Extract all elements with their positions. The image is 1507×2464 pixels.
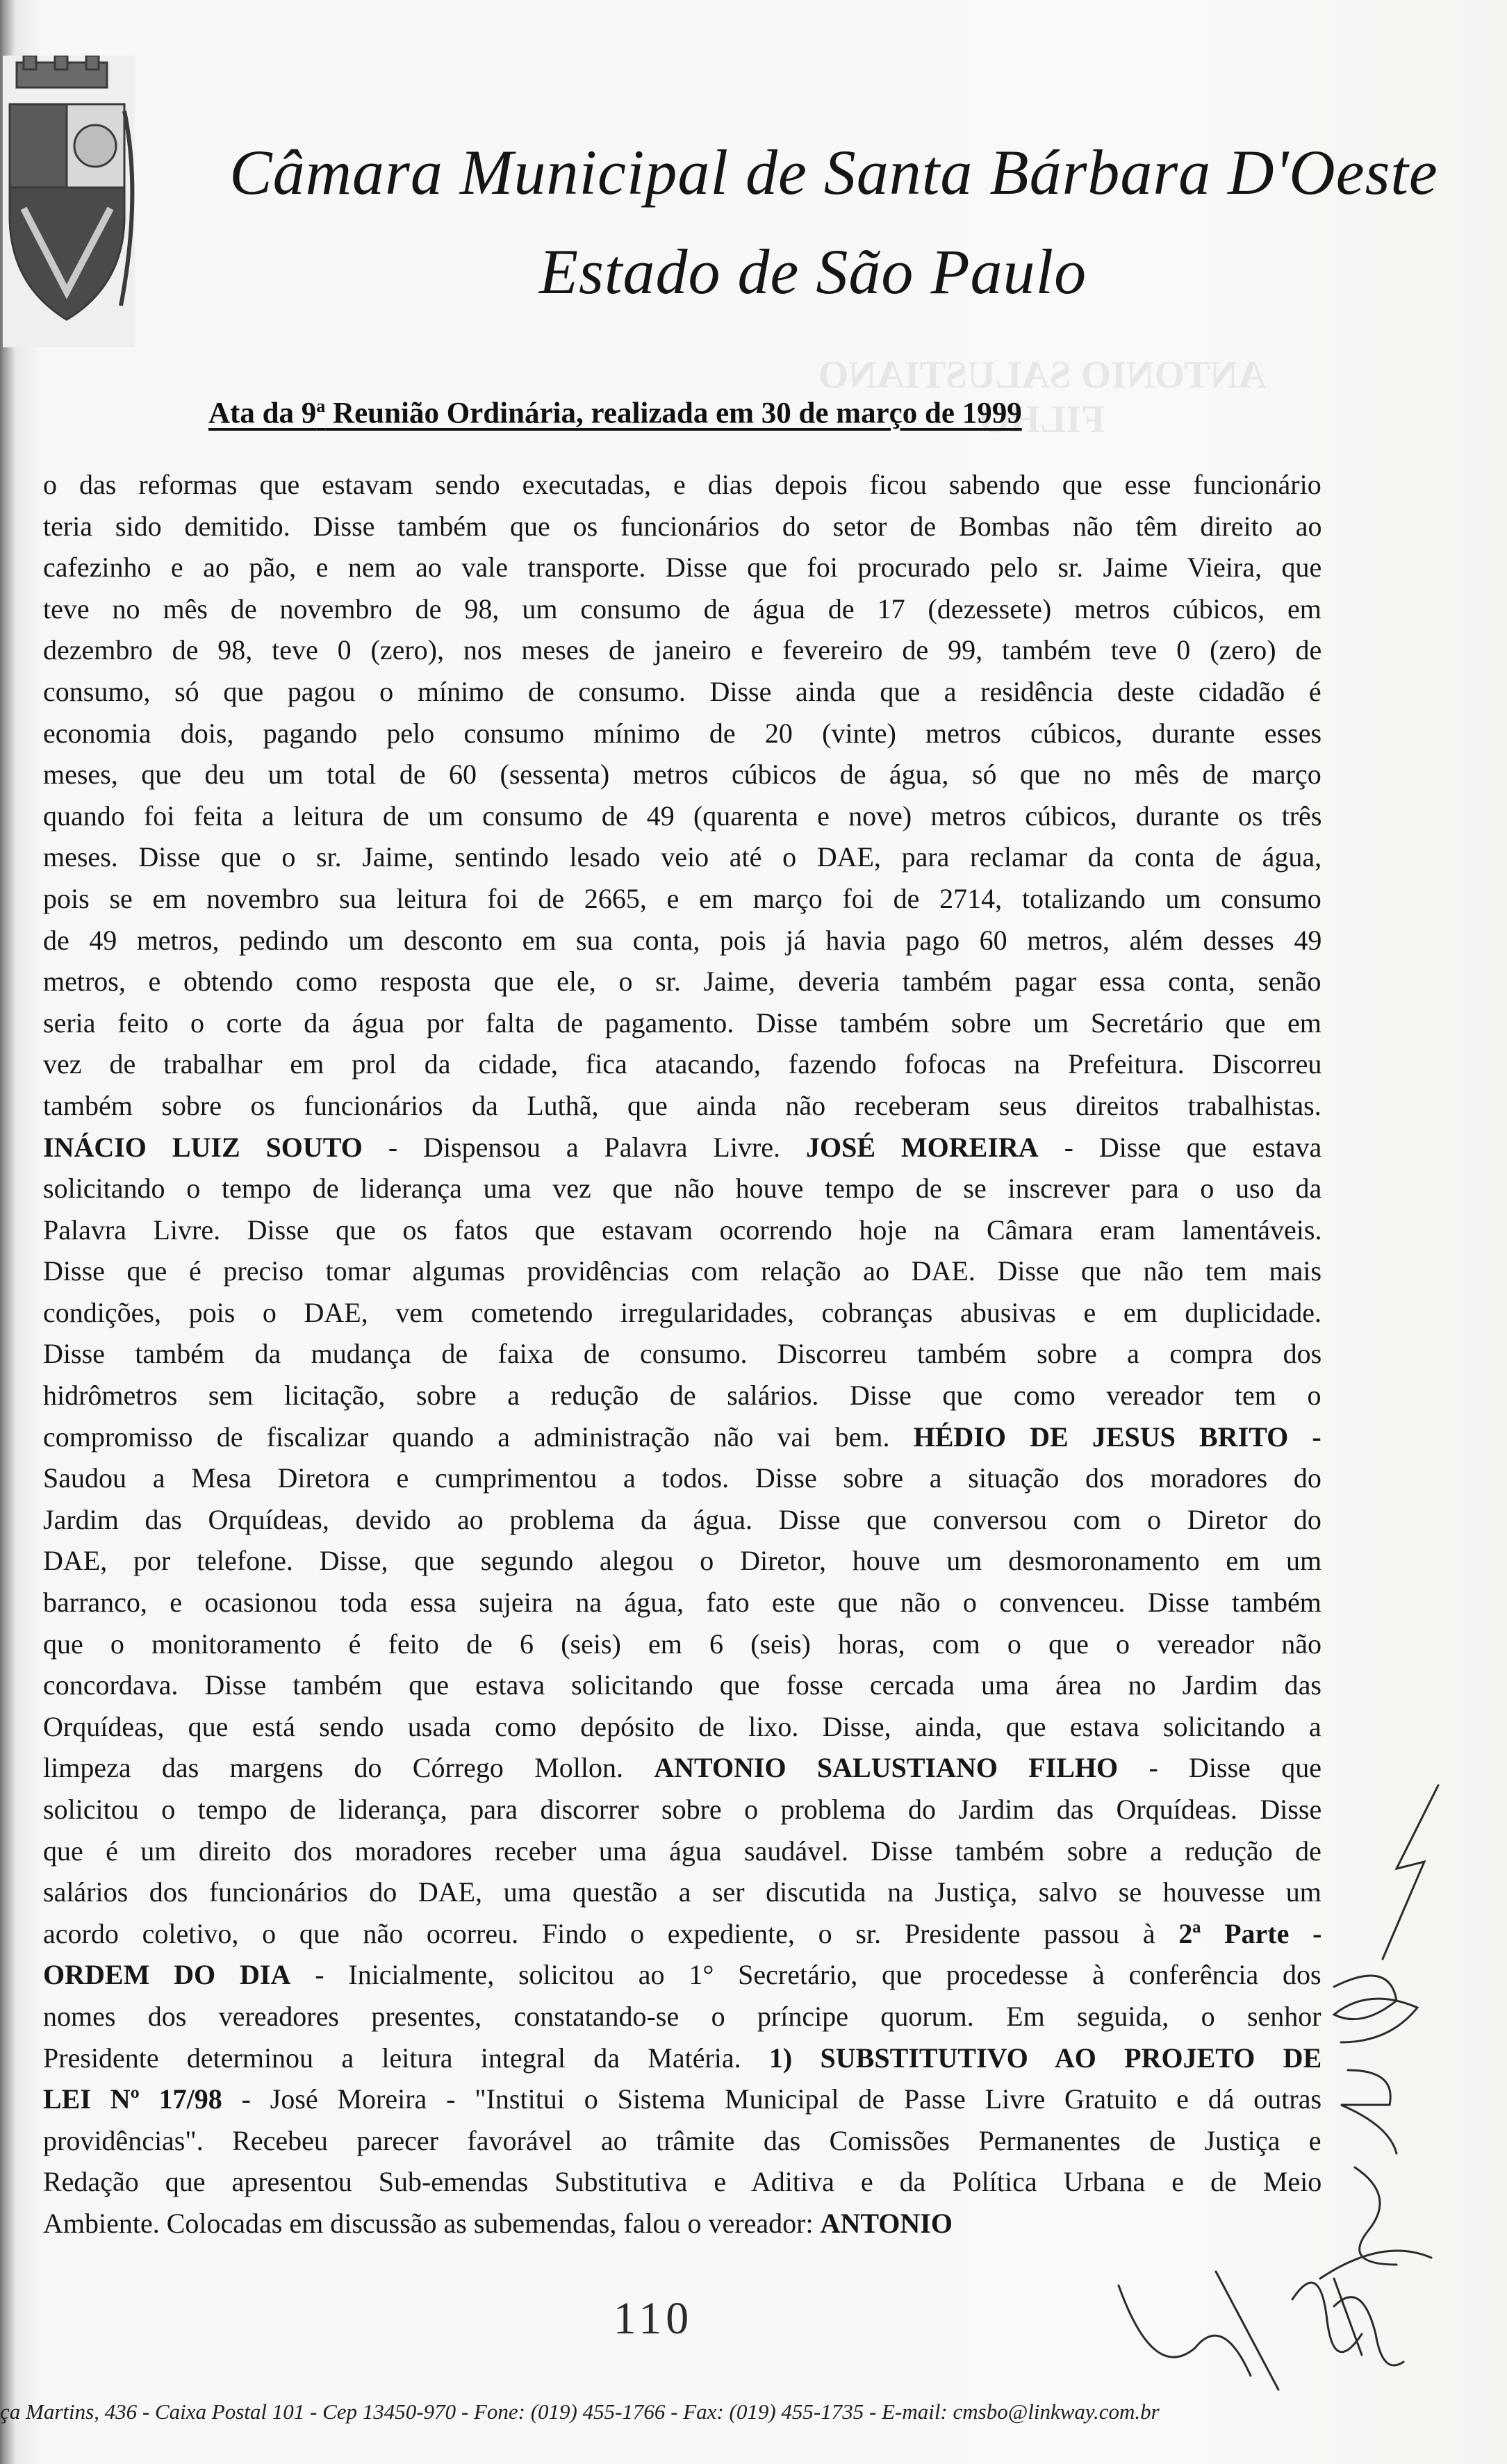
text-line xyxy=(43,754,1321,795)
text-segment: cafezinho e ao pão, e nem ao vale transporte. Disse que foi procurado pelo sr. Jaime Vieira, que xyxy=(43,552,1321,584)
bold-text: 2ª Parte - xyxy=(1178,1917,1321,1949)
text-segment: limpeza das margens do Córrego Mollon. xyxy=(43,1752,654,1784)
text-segment: acordo coletivo, o que não ocorreu. Findo o expediente, o sr. Presidente passou à xyxy=(43,1917,1179,1949)
bold-text: 1) SUBSTITUTIVO AO PROJETO DE xyxy=(768,2042,1321,2074)
bleed-through-text: ANTONIO SALUSTIANO FILHO xyxy=(818,354,1267,441)
bold-text: LEI Nº 17/98 xyxy=(43,2083,222,2115)
bold-text: JOSÉ MOREIRA xyxy=(805,1131,1039,1163)
text-line xyxy=(43,506,1321,547)
text-line xyxy=(43,629,1321,671)
text-line xyxy=(43,1623,1321,1665)
text-line xyxy=(43,795,1321,837)
text-line xyxy=(43,920,1321,961)
text-segment: quando foi feita a leitura de um consumo de 49 (quarenta e nove) metros cúbicos, durante os três xyxy=(43,800,1321,832)
text-line xyxy=(43,464,1321,506)
text-line xyxy=(43,588,1321,630)
text-segment: consumo, só que pagou o mínimo de consumo. Disse ainda que a residência deste cidadão é xyxy=(43,675,1321,707)
text-line xyxy=(43,1871,1321,1913)
text-segment: Redação que apresentou Sub-emendas Substitutiva e Aditiva e da Política Urbana e de Meio xyxy=(43,2166,1321,2198)
text-line xyxy=(43,713,1321,754)
text-segment: teve no mês de novembro de 98, um consumo de água de 17 (dezessete) metros cúbicos, em xyxy=(43,593,1321,625)
text-segment: solicitou o tempo de liderança, para discorrer sobre o problema do Jardim das Orquídeas. Disse xyxy=(43,1794,1321,1825)
text-line xyxy=(43,1706,1321,1748)
text-segment: - Disse que estava xyxy=(1038,1131,1321,1163)
text-segment: Jardim das Orquídeas, devido ao problema da água. Disse que conversou com o Diretor do xyxy=(43,1503,1321,1535)
text-line xyxy=(43,961,1321,1002)
text-segment: concordava. Disse também que estava solicitando que fosse cercada uma área no Jardim das xyxy=(43,1669,1321,1701)
text-segment: providências". Recebeu parecer favorável ao trâmite das Comissões Permanentes de Justiça e xyxy=(43,2124,1321,2156)
text-line xyxy=(43,1913,1321,1955)
bold-text: INÁCIO LUIZ SOUTO xyxy=(43,1131,363,1163)
text-line xyxy=(43,1043,1321,1085)
coat-of-arms-icon xyxy=(3,56,135,347)
text-segment: de 49 metros, pedindo um desconto em sua conta, pois já havia pago 60 metros, além desses 49 xyxy=(43,924,1321,956)
text-line xyxy=(43,1333,1321,1375)
text-segment: Presidente determinou a leitura integral da Matéria. xyxy=(43,2042,769,2074)
text-line xyxy=(43,1540,1321,1582)
text-line xyxy=(43,1664,1321,1706)
page-number: 110 xyxy=(613,2293,693,2344)
text-line xyxy=(43,671,1321,713)
text-segment: economia dois, pagando pelo consumo mínimo de 20 (vinte) metros cúbicos, durante esses xyxy=(43,717,1321,749)
footer-address: ça Martins, 436 - Caixa Postal 101 - Cep 13450-970 - Fone: (019) 455-1766 - Fax: (019) 455-1735 - E-mail: cmsbo@linkway.com.br xyxy=(0,2399,1160,2424)
text-segment: também sobre os funcionários da Luthã, que ainda não receberam seus direitos trabalhistas. xyxy=(43,1089,1321,1121)
bold-text: ANTONIO xyxy=(820,2207,953,2239)
text-line xyxy=(43,1292,1321,1334)
text-segment: vez de trabalhar em prol da cidade, fica atacando, fazendo fofocas na Prefeitura. Discorreu xyxy=(43,1048,1321,1080)
text-line xyxy=(43,1830,1321,1872)
text-line xyxy=(43,1582,1321,1623)
text-segment: Palavra Livre. Disse que os fatos que estavam ocorrendo hoje na Câmara eram lamentáveis. xyxy=(43,1214,1321,1246)
text-segment: compromisso de fiscalizar quando a administração não vai bem. xyxy=(43,1421,914,1453)
text-segment: seria feito o corte da água por falta de pagamento. Disse também sobre um Secretário que em xyxy=(43,1007,1321,1039)
text-line xyxy=(43,2037,1321,2079)
text-segment: Disse que é preciso tomar algumas providências com relação ao DAE. Disse que não tem mais xyxy=(43,1255,1321,1287)
text-segment: solicitando o tempo de liderança uma vez que não houve tempo de se inscrever para o uso da xyxy=(43,1173,1321,1205)
minutes-title-prefix: Ata da 9 xyxy=(208,397,317,430)
text-segment: pois se em novembro sua leitura foi de 2665, e em março foi de 2714, totalizando um consumo xyxy=(43,882,1321,914)
text-segment: meses. Disse que o sr. Jaime, sentindo lesado veio até o DAE, para reclamar da conta de água, xyxy=(43,841,1321,873)
bold-text: HÉDIO DE JESUS BRITO - xyxy=(913,1421,1321,1453)
text-segment: Orquídeas, que está sendo usada como depósito de lixo. Disse, ainda, que estava solicitando a xyxy=(43,1710,1321,1742)
text-line xyxy=(43,1457,1321,1499)
text-segment: - Disse que xyxy=(1118,1752,1321,1784)
text-segment: Disse também da mudança de faixa de consumo. Discorreu também sobre a compra dos xyxy=(43,1338,1321,1370)
text-segment: DAE, por telefone. Disse, que segundo alegou o Diretor, houve um desmoronamento em um xyxy=(43,1545,1321,1577)
text-segment: Saudou a Mesa Diretora e cumprimentou a todos. Disse sobre a situação dos moradores do xyxy=(43,1462,1321,1494)
text-line xyxy=(43,1085,1321,1127)
bottom-signature xyxy=(1112,2258,1376,2397)
text-segment: meses, que deu um total de 60 (sessenta) metros cúbicos de água, só que no mês de março xyxy=(43,759,1321,791)
text-line xyxy=(43,1127,1321,1168)
text-line xyxy=(43,1250,1321,1292)
text-segment: - José Moreira - "Institui o Sistema Municipal de Passe Livre Gratuito e dá outras xyxy=(222,2083,1321,2115)
institution-name: Câmara Municipal de Santa Bárbara D'Oeste xyxy=(229,137,1438,208)
text-line xyxy=(43,1002,1321,1044)
text-segment: teria sido demitido. Disse também que os funcionários do setor de Bombas não têm direito ao xyxy=(43,510,1321,542)
text-line xyxy=(43,878,1321,920)
text-line xyxy=(43,547,1321,588)
minutes-body xyxy=(43,464,1321,2244)
minutes-title xyxy=(208,396,1167,430)
text-segment: salários dos funcionários do DAE, uma questão a ser discutida na Justiça, salvo se houvesse um xyxy=(43,1876,1321,1908)
text-line xyxy=(43,2161,1321,2203)
text-line xyxy=(43,2120,1321,2162)
minutes-title-rest: Reunião Ordinária, realizada em 30 de março de 1999 xyxy=(325,397,1022,430)
text-line xyxy=(43,1747,1321,1789)
text-segment: barranco, e ocasionou toda essa sujeira na água, fato este que não o convenceu. Disse também xyxy=(43,1587,1321,1619)
text-line xyxy=(43,1375,1321,1416)
bold-text: ANTONIO SALUSTIANO FILHO xyxy=(654,1752,1119,1784)
text-line xyxy=(43,1499,1321,1541)
text-line xyxy=(43,1416,1321,1458)
state-name: Estado de São Paulo xyxy=(538,236,1087,307)
text-segment: - Dispensou a Palavra Livre. xyxy=(362,1131,806,1163)
text-line xyxy=(43,1996,1321,2037)
text-line xyxy=(43,1209,1321,1251)
text-segment: dezembro de 98, teve 0 (zero), nos meses de janeiro e fevereiro de 99, também teve 0 (zero) de xyxy=(43,634,1321,666)
text-line xyxy=(43,2078,1321,2120)
text-segment: Ambiente. Colocadas em discussão as subemendas, falou o vereador: xyxy=(43,2207,821,2239)
text-segment: o das reformas que estavam sendo executadas, e dias depois ficou sabendo que esse funcionário xyxy=(43,469,1321,500)
text-line xyxy=(43,1789,1321,1830)
text-segment: - Inicialmente, solicitou ao 1° Secretário, que procedesse à conferência dos xyxy=(290,1959,1321,1991)
text-segment: hidrômetros sem licitação, sobre a redução de salários. Disse que como vereador tem o xyxy=(43,1380,1321,1412)
text-line xyxy=(43,1954,1321,1996)
text-segment: metros, e obtendo como resposta que ele, o sr. Jaime, deveria também pagar essa conta, senão xyxy=(43,966,1321,998)
text-segment: que o monitoramento é feito de 6 (seis) em 6 (seis) horas, com o que o vereador não xyxy=(43,1628,1321,1660)
text-segment: que é um direito dos moradores receber uma água saudável. Disse também sobre a redução de xyxy=(43,1835,1321,1867)
text-segment: nomes dos vereadores presentes, constatando-se o príncipe quorum. Em seguida, o senhor xyxy=(43,2000,1321,2032)
text-segment: condições, pois o DAE, vem cometendo irregularidades, cobranças abusivas e em duplicidade. xyxy=(43,1296,1321,1328)
minutes-title-ordinal: a xyxy=(316,396,326,416)
bold-text: ORDEM DO DIA xyxy=(43,1959,291,1991)
text-line xyxy=(43,1168,1321,1209)
text-line xyxy=(43,836,1321,878)
text-line xyxy=(43,2203,1321,2244)
